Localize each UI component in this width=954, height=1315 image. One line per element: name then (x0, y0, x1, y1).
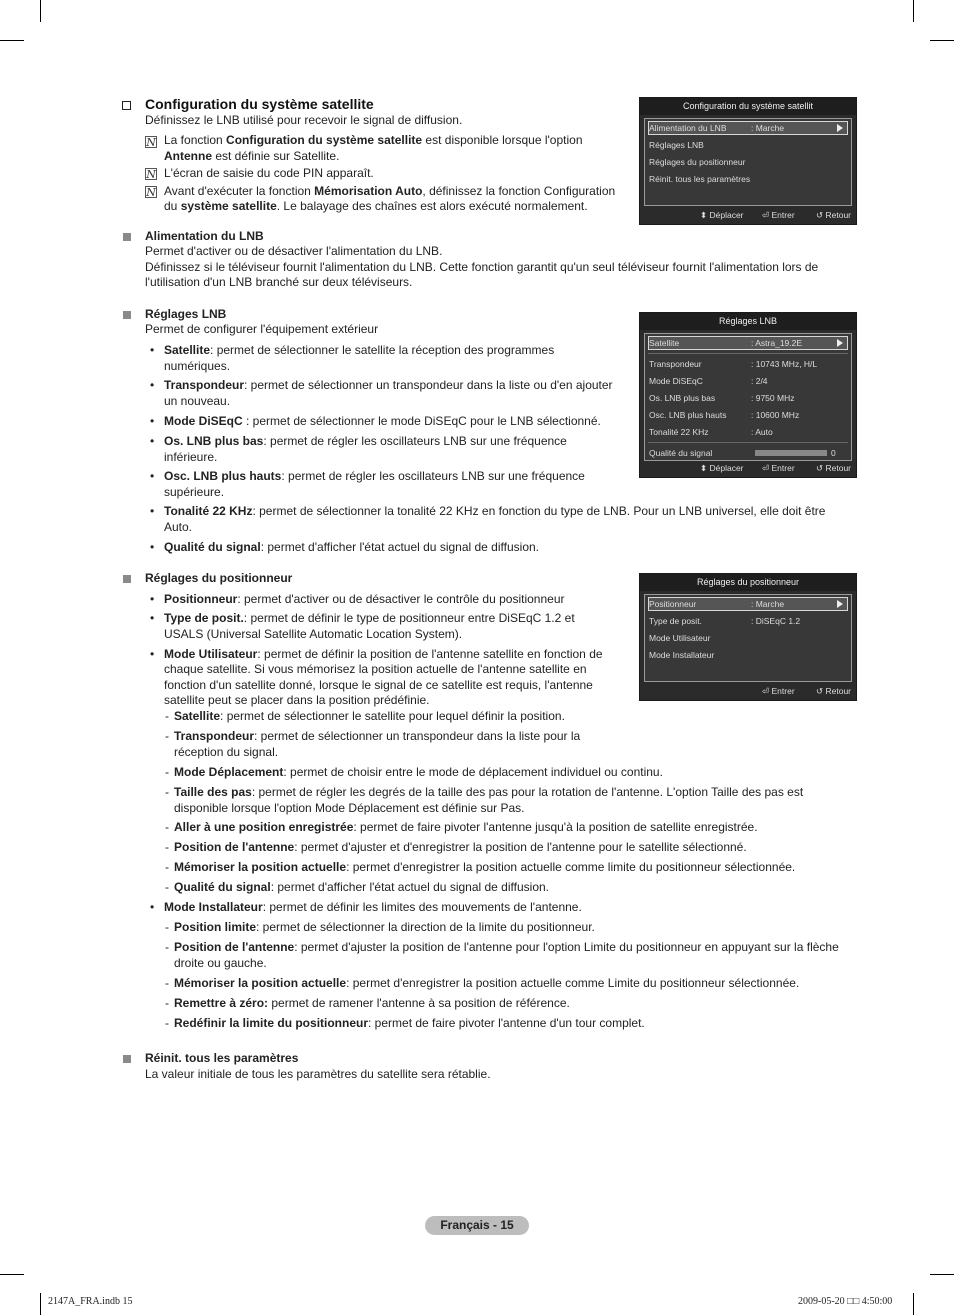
square-bullet-icon (123, 575, 131, 583)
lnb-bullet (164, 414, 601, 430)
updown-icon: ⬍ (700, 210, 708, 220)
bullet-desc: : permet d'afficher l'état actuel du signal de diffusion. (260, 540, 539, 554)
pos-bullet-cont: fonction d'un satellite donné, lorsque le signal de ce satellite est requis, l'antenne (164, 678, 593, 692)
bullet-term: Os. LNB plus bas (164, 434, 264, 448)
osd-separator (648, 353, 848, 354)
dash-term: Mode Déplacement (174, 765, 284, 779)
bullet-dot: • (150, 434, 155, 448)
osd-separator (648, 442, 848, 443)
osd-menu-item[interactable]: Satellite (649, 338, 680, 348)
dash-marker: - (165, 765, 169, 779)
osd-menu (644, 333, 852, 461)
enter-icon: ⏎ (762, 463, 770, 473)
bullet-term: Satellite (164, 343, 211, 357)
dash-desc: : permet de sélectionner la direction de la limite du positionneur. (256, 920, 595, 934)
dash-marker: - (165, 785, 169, 799)
osd-menu-item[interactable]: Mode Utilisateur (649, 633, 711, 643)
osd-menu-value: : DiSEqC 1.2 (751, 616, 801, 626)
updown-icon: ⬍ (700, 463, 708, 473)
bullet-dot: • (150, 414, 155, 428)
osd-menu-value: : Astra_19.2E (751, 338, 803, 348)
footer-left: 2147A_FRA.indb 15 (48, 1296, 133, 1307)
pos-bullet: Type de posit.: permet de définir le type de positionneur entre DiSEqC 1.2 et (164, 611, 575, 625)
crop-mark (0, 40, 24, 41)
osd-menu-value: : Auto (751, 427, 773, 437)
crop-mark (40, 0, 41, 22)
osd-menu-item[interactable]: Positionneur (649, 599, 697, 609)
osd-title: Réglages LNB (640, 313, 856, 330)
bullet-dot: • (150, 647, 155, 661)
osd-foot-enter: ⏎ Entrer (762, 210, 795, 220)
dash-desc: : permet d'ajuster et d'enregistrer la position de l'antenne pour le satellite sélectionné. (294, 840, 747, 854)
dash-marker: - (165, 840, 169, 854)
osd-menu-item[interactable]: Type de posit. (649, 616, 702, 626)
osd-menu-value: : Marche (751, 123, 785, 133)
pos-bullet: Mode Installateur: permet de définir les limites des mouvements de l'antenne. (164, 900, 582, 914)
section-intro: Définissez le LNB utilisé pour recevoir le signal de diffusion. (145, 113, 463, 127)
dash-desc: : permet de sélectionner un transpondeur dans la liste pour la (254, 729, 581, 743)
dash-term: Transpondeur (174, 729, 255, 743)
pos-bullet: Mode Utilisateur: permet de définir la position de l'antenne satellite en fonction de (164, 647, 603, 661)
bullet-dot: • (150, 900, 155, 914)
lnb-bullet-cont: un nouveau. (164, 393, 231, 408)
crop-mark (930, 40, 954, 41)
dash-desc: : permet d'enregistrer la position actuelle comme Limite du positionneur sélectionnée. (346, 976, 800, 990)
dash-term: Mémoriser la position actuelle (174, 860, 347, 874)
note-text: La fonction Configuration du système satellite est disponible lorsque l'option (164, 133, 583, 147)
dash-marker: - (165, 820, 169, 834)
dash-term: Taille des pas (174, 785, 252, 799)
bullet-term: Qualité du signal (164, 540, 261, 554)
dash-marker: - (165, 1016, 169, 1030)
pos-bullet-cont: satellite peut se placer dans la position prédéfinie. (164, 693, 430, 707)
lnb-bullet (164, 469, 585, 485)
bullet-desc: : permet de sélectionner la tonalité 22 KHz en fonction du type de LNB. Pour un LNB universel, elle doit être (252, 504, 826, 518)
dash-item-cont: réception du signal. (174, 745, 279, 759)
bullet-desc: : permet de sélectionner le mode DiSEqC pour le LNB sélectionné. (242, 414, 601, 428)
alim-line: Permet d'activer ou de désactiver l'alimentation du LNB. (145, 244, 443, 258)
dash-item (174, 729, 580, 745)
dash-marker: - (165, 860, 169, 874)
lnb-bullet-cont: inférieure. (164, 449, 218, 464)
dash-desc: : permet de faire pivoter l'antenne jusqu'à la position de satellite enregistrée. (353, 820, 758, 834)
dash-marker: - (165, 729, 169, 743)
footer-right: 2009-05-20 □□ 4:50:00 (798, 1296, 893, 1307)
return-icon: ↺ (816, 463, 824, 473)
bullet-desc: : permet de sélectionner un transpondeur dans la liste ou d'en ajouter (244, 378, 613, 392)
dash-term: Qualité du signal (174, 880, 271, 894)
lnb-bullet-cont: Auto. (164, 519, 193, 534)
note-icon: N (146, 186, 156, 199)
note-icon: N (146, 168, 156, 181)
osd-signal-label: Qualité du signal (649, 448, 713, 458)
dash-term: Position limite (174, 920, 257, 934)
bullet-term: Mode DiSEqC (164, 414, 243, 428)
lnb-bullet (164, 434, 567, 450)
crop-mark (930, 1274, 954, 1275)
dash-marker: - (165, 976, 169, 990)
alim-heading: Alimentation du LNB (145, 229, 264, 243)
arrow-right-icon (837, 339, 843, 347)
note-icon: N (146, 136, 156, 149)
osd-foot-return: ↺ Retour (816, 210, 852, 220)
note-text: Antenne est définie sur Satellite. (164, 149, 340, 163)
section-title: Configuration du système satellite (145, 96, 374, 112)
dash-item-cont: disponible lorsque l'option Mode Déplacement est définie sur Pas. (174, 801, 525, 815)
osd-satellite-config (639, 97, 857, 225)
osd-menu-item[interactable]: Réglages du positionneur (649, 157, 746, 167)
bullet-desc: : permet de régler les oscillateurs LNB sur une fréquence (281, 469, 585, 483)
bullet-dot: • (150, 504, 155, 518)
dash-desc: : permet d'afficher l'état actuel du signal de diffusion. (270, 880, 549, 894)
lnb-bullet (164, 343, 554, 359)
osd-lnb-settings (639, 312, 857, 478)
bullet-desc: : permet de sélectionner le satellite la réception des programmes (210, 343, 555, 357)
dash-item (174, 709, 565, 725)
osd-foot-return: ↺ Retour (816, 463, 852, 473)
dash-term: Satellite (174, 709, 221, 723)
alim-line: l'utilisation d'un LNB branché sur deux téléviseurs. (145, 275, 413, 289)
dash-item (174, 840, 747, 856)
osd-menu-item[interactable]: Alimentation du LNB (649, 123, 727, 133)
osd-foot-return: ↺ Retour (816, 686, 852, 696)
pos-heading: Réglages du positionneur (145, 571, 293, 585)
lnb-bullet (164, 504, 825, 520)
dash-marker: - (165, 920, 169, 934)
osd-positioner-settings (639, 573, 857, 701)
dash-item (174, 940, 839, 956)
osd-menu-value: : 10600 MHz (751, 410, 800, 420)
bullet-term: Transpondeur (164, 378, 245, 392)
lnb-intro: Permet de configurer l'équipement extérieur (145, 322, 379, 336)
square-bullet-icon (123, 311, 131, 319)
arrow-right-icon (837, 124, 843, 132)
lnb-bullet (164, 540, 539, 556)
alim-line: Définissez si le téléviseur fournit l'alimentation du LNB. Cette fonction garantit qu'un seul téléviseur fournit l'alimentation lors de (145, 260, 819, 274)
dash-item (174, 860, 795, 876)
pos-bullet-cont: chaque satellite. Si vous mémorisez la position actuelle de l'antenne satellite en (164, 662, 587, 676)
osd-signal-value: 0 (831, 448, 836, 458)
pos-bullet: Positionneur: permet d'activer ou de désactiver le contrôle du positionneur (164, 592, 565, 606)
note-text: L'écran de saisie du code PIN apparaît. (164, 166, 374, 180)
osd-menu-item[interactable]: Osc. LNB plus hauts (649, 410, 727, 420)
reset-text: La valeur initiale de tous les paramètres du satellite sera rétablie. (145, 1067, 491, 1081)
dash-term: Position de l'antenne (174, 940, 295, 954)
note-text: du système satellite. Le balayage des chaînes est alors exécuté normalement. (164, 199, 588, 213)
pos-bullet-cont: USALS (Universal Satellite Automatic Location System). (164, 627, 463, 641)
dash-item (174, 820, 758, 836)
dash-term: Redéfinir la limite du positionneur (174, 1016, 369, 1030)
dash-term: Remettre à zéro: (174, 996, 269, 1010)
osd-menu-item[interactable]: Transpondeur (649, 359, 702, 369)
dash-desc: : permet de faire pivoter l'antenne d'un tour complet. (368, 1016, 645, 1030)
bullet-dot: • (150, 611, 155, 625)
page-number-badge: Français - 15 (425, 1216, 529, 1235)
lnb-bullet (164, 378, 613, 394)
bullet-term: Tonalité 22 KHz (164, 504, 253, 518)
dash-term: Aller à une position enregistrée (174, 820, 354, 834)
dash-marker: - (165, 940, 169, 954)
bullet-dot: • (150, 378, 155, 392)
osd-menu-item[interactable]: Os. LNB plus bas (649, 393, 716, 403)
checkbox-icon (122, 101, 131, 110)
dash-item (174, 1016, 645, 1032)
bullet-dot: • (150, 592, 155, 606)
square-bullet-icon (123, 1055, 131, 1063)
reset-heading: Réinit. tous les paramètres (145, 1051, 299, 1065)
dash-item (174, 785, 803, 801)
dash-term: Position de l'antenne (174, 840, 295, 854)
dash-item (174, 880, 549, 896)
dash-item (174, 920, 595, 936)
osd-menu-item[interactable]: Réinit. tous les paramètres (649, 174, 751, 184)
crop-mark (913, 1293, 914, 1315)
signal-bar (755, 450, 827, 456)
osd-menu-item[interactable]: Réglages LNB (649, 140, 704, 150)
enter-icon: ⏎ (762, 686, 770, 696)
osd-menu-value: : 9750 MHz (751, 393, 795, 403)
return-icon: ↺ (816, 686, 824, 696)
return-icon: ↺ (816, 210, 824, 220)
osd-menu (644, 118, 852, 206)
osd-foot-move: ⬍ Déplacer (700, 463, 744, 473)
crop-mark (913, 0, 914, 22)
dash-marker: - (165, 996, 169, 1010)
dash-marker: - (165, 880, 169, 894)
osd-foot-move: ⬍ Déplacer (700, 210, 744, 220)
arrow-right-icon (837, 600, 843, 608)
osd-menu-value: : 2/4 (751, 376, 768, 386)
dash-item (174, 976, 799, 992)
crop-mark (0, 1274, 24, 1275)
osd-menu-item[interactable]: Mode DiSEqC (649, 376, 703, 386)
osd-foot-enter: ⏎ Entrer (762, 463, 795, 473)
crop-mark (40, 1293, 41, 1315)
dash-marker: - (165, 709, 169, 723)
osd-title: Configuration du système satellit (640, 98, 856, 115)
note-text: Avant d'exécuter la fonction Mémorisation Auto, définissez la fonction Configuration (164, 184, 616, 198)
osd-menu-value: : Marche (751, 599, 785, 609)
dash-item (174, 765, 663, 781)
lnb-bullet-cont: numériques. (164, 358, 231, 373)
lnb-bullet-cont: supérieure. (164, 484, 225, 499)
osd-menu (644, 594, 852, 682)
dash-desc: : permet de régler les degrés de la taille des pas pour la rotation de l'antenne. L'option Taille des pas est (251, 785, 804, 799)
dash-term: Mémoriser la position actuelle (174, 976, 347, 990)
osd-menu-value: : 10743 MHz, H/L (751, 359, 818, 369)
dash-item (174, 996, 570, 1012)
bullet-desc: : permet de régler les oscillateurs LNB sur une fréquence (263, 434, 567, 448)
square-bullet-icon (123, 233, 131, 241)
dash-desc: permet de ramener l'antenne à sa position de référence. (268, 996, 570, 1010)
osd-foot-enter: ⏎ Entrer (762, 686, 795, 696)
dash-desc: : permet d'enregistrer la position actuelle comme limite du positionneur sélectionnée. (346, 860, 796, 874)
dash-desc: : permet de choisir entre le mode de déplacement individuel ou continu. (283, 765, 663, 779)
lnb-heading: Réglages LNB (145, 307, 227, 321)
dash-item-cont: droite ou gauche. (174, 956, 267, 970)
bullet-dot: • (150, 540, 155, 554)
bullet-dot: • (150, 343, 155, 357)
enter-icon: ⏎ (762, 210, 770, 220)
bullet-dot: • (150, 469, 155, 483)
osd-title: Réglages du positionneur (640, 574, 856, 591)
bullet-term: Osc. LNB plus hauts (164, 469, 282, 483)
osd-menu-item[interactable]: Mode Installateur (649, 650, 715, 660)
dash-desc: : permet d'ajuster la position de l'antenne pour l'option Limite du positionneur en appuyant sur la flèche (294, 940, 839, 954)
osd-menu-item[interactable]: Tonalité 22 KHz (649, 427, 709, 437)
dash-desc: : permet de sélectionner le satellite pour lequel définir la position. (220, 709, 565, 723)
